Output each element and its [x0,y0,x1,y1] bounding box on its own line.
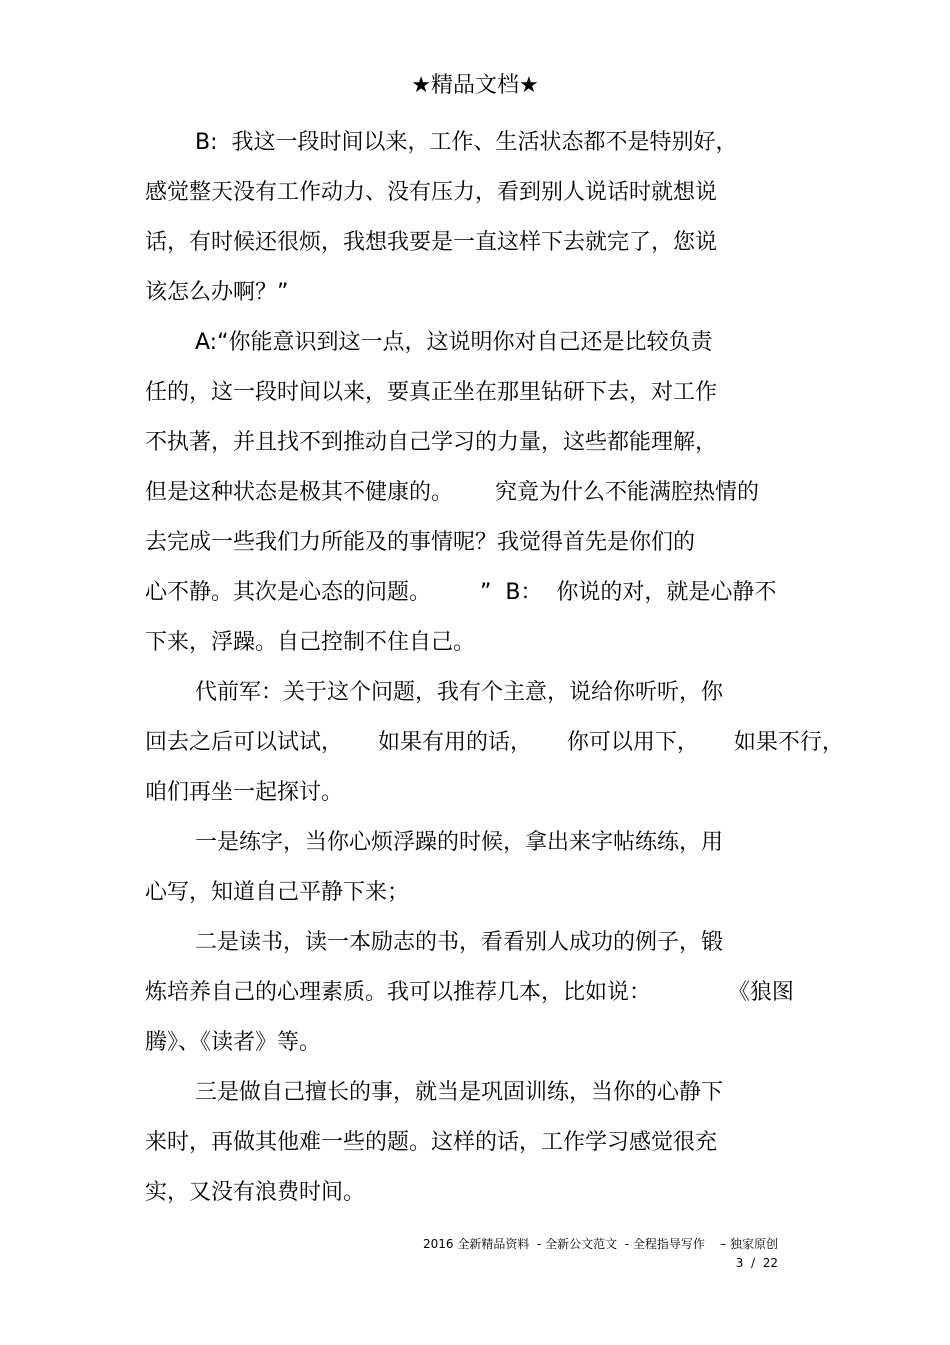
page-header-title: ★精品文档★ [411,73,539,98]
text-line: 二是读书，读一本励志的书，看看别人成功的例子，锻 [195,930,724,955]
text-line: 任的，这一段时间以来，要真正坐在那里钻研下去，对工作 [145,380,718,405]
text-line: 心写，知道自己平静下来； [145,880,410,905]
text-line: B: 我这一段时间以来，工作、生活状态都不是特别好， [195,130,738,155]
text-line: 感觉整天没有工作动力、没有压力，看到别人说话时就想说 [145,180,718,205]
footer-page-number: 3 / 22 [735,1256,778,1270]
text-line: 回去之后可以试试， 如果有用的话， 你可以用下， 如果不行， [145,730,844,755]
text-line: 该怎么办啊？” [145,280,289,305]
text-line: 不执著，并且找不到推动自己学习的力量，这些都能理解， [145,430,718,455]
text-line: 咱们再坐一起探讨。 [145,780,344,805]
text-line: 心不静。其次是心态的问题。 ” B： 你说的对，就是心静不 [145,580,777,605]
text-line: 腾》、《读者》等。 [145,1030,322,1055]
text-line: 但是这种状态是极其不健康的。 究竟为什么不能满腔热情的 [145,480,759,505]
text-line: 三是做自己擅长的事，就当是巩固训练，当你的心静下 [195,1080,724,1105]
text-line: 炼培养自己的心理素质。我可以推荐几本，比如说： 《狼图 [145,980,794,1005]
footer-tagline: 2016 全新精品资料 - 全新公文范文 - 全程指导写作 – 独家原创 [423,1237,778,1251]
text-line: 去完成一些我们力所能及的事情呢？我觉得首先是你们的 [145,530,696,555]
text-line: 一是练字，当你心烦浮躁的时候，拿出来字帖练练，用 [195,830,724,855]
text-line: 话，有时候还很烦，我想我要是一直这样下去就完了，您说 [145,230,718,255]
text-line: 来时，再做其他难一些的题。这样的话，工作学习感觉很充 [145,1130,718,1155]
text-line: 实，又没有浪费时间。 [145,1180,366,1205]
text-line: 下来，浮躁。自己控制不住自己。 [145,630,476,655]
text-line: 代前军：关于这个问题，我有个主意，说给你听听，你 [195,680,724,705]
text-line: A:“你能意识到这一点，这说明你对自己还是比较负责 [195,330,713,355]
